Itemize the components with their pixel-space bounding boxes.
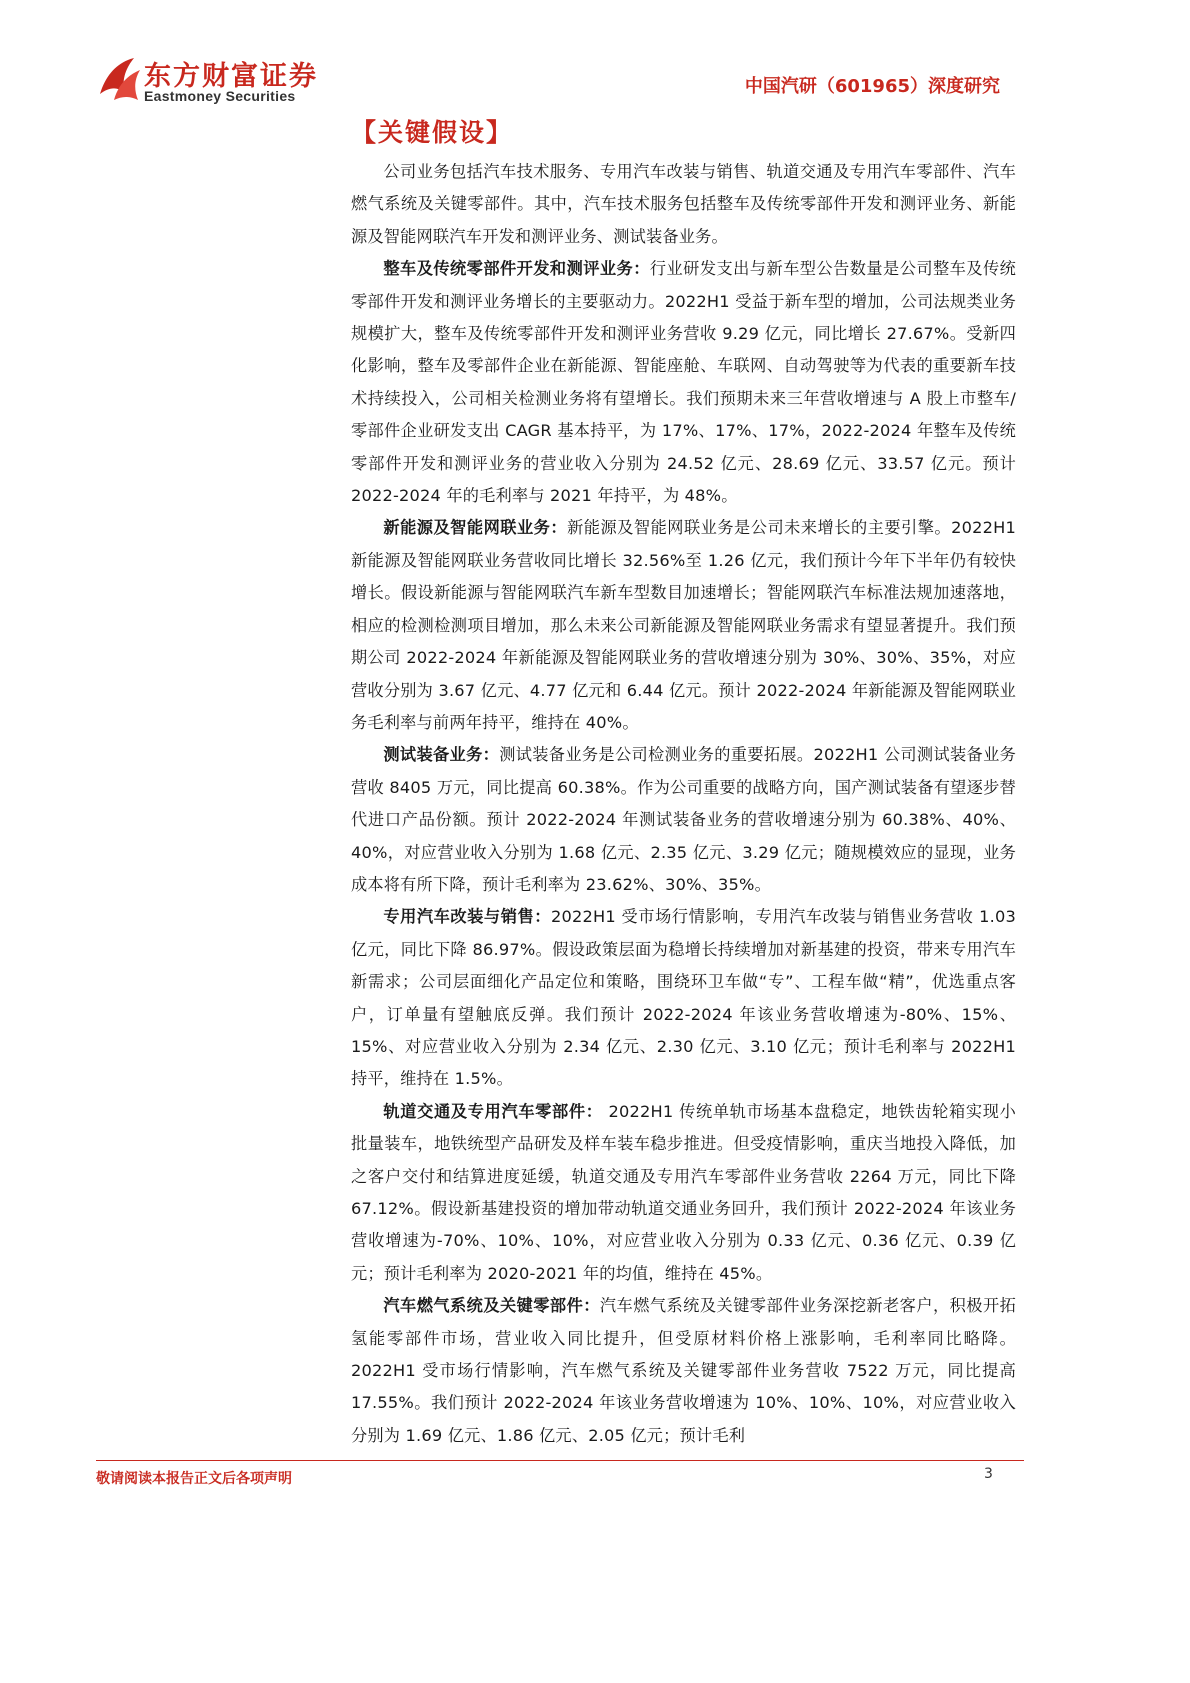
paragraph-text: 公司业务包括汽车技术服务、专用汽车改装与销售、轨道交通及专用汽车零部件、汽车燃气系统及关键零部件。其中，汽车技术服务包括整车及传统零部件开发和测评业务、新能源及智能网联汽车开发和测评业务、测试装备业务。: [351, 162, 1016, 246]
paragraph-overview: [351, 156, 1016, 253]
paragraph-lead: 轨道交通及专用汽车零部件：: [383, 1101, 603, 1121]
paragraph-text: 行业研发支出与新车型公告数量是公司整车及传统零部件开发和测评业务增长的主要驱动力。2022H1 受益于新车型的增加，公司法规类业务规模扩大，整车及传统零部件开发和测评业务营收 9.29 亿元，同比增长 27.67%。受新四化影响，整车及零部件企业在新能源、智能座舱、车联网、自动驾驶等为代表的重要新车技术持续投入，公司相关检测业务将有望增长。我们预期未来三年营收增速与 A 股上市整车/零部件企业研发支出 CAGR 基本持平，为 17%、17%、17%，2022-2024 年整车及传统零部件开发和测评业务的营业收入分别为 24.52 亿元、28.69 亿元、33.57 亿元。预计 2022-2024 年的毛利率与 2021 年持平，为 48%。: [351, 259, 1017, 506]
paragraph-gas-systems: [351, 1290, 1016, 1452]
report-body: [351, 156, 1016, 1452]
paragraph-text: 2022H1 传统单轨市场基本盘稳定，地铁齿轮箱实现小批量装车，地铁统型产品研发及样车装车稳步推进。但受疫情影响，重庆当地投入降低，加之客户交付和结算进度延缓，轨道交通及专用汽车零部件业务营收 2264 万元，同比下降 67.12%。假设新基建投资的增加带动轨道交通业务回升，我们预计 2022-2024 年该业务营收增速为-70%、10%、10%，对应营业收入分别为 0.33 亿元、0.36 亿元、0.39 亿元；预计毛利率为 2020-2021 年的均值，维持在 45%。: [351, 1101, 1016, 1283]
paragraph-lead: 整车及传统零部件开发和测评业务：: [383, 259, 650, 279]
paragraph-lead: 新能源及智能网联业务：: [383, 518, 568, 538]
paragraph-text: 测试装备业务是公司检测业务的重要拓展。2022H1 公司测试装备业务营收 8405 万元，同比提高 60.38%。作为公司重要的战略方向，国产测试装备有望逐步替代进口产品份额。预计 2022-2024 年测试装备业务的营收增速分别为 60.38%、40%、40%，对应营业收入分别为 1.68 亿元、2.35 亿元、3.29 亿元；随规模效应的显现，业务成本将有所下降，预计毛利率为 23.62%、30%、35%。: [351, 745, 1016, 894]
disclaimer-link[interactable]: 敬请阅读本报告正文后各项声明: [96, 1471, 292, 1487]
paragraph-text: 汽车燃气系统及关键零部件业务深挖新老客户，积极开拓氢能零部件市场，营业收入同比提升，但受原材料价格上涨影响，毛利率同比略降。2022H1 受市场行情影响，汽车燃气系统及关键零部件业务营收 7522 万元，同比提高 17.55%。我们预计 2022-2024 年该业务营收增速为 10%、10%、10%，对应营业收入分别为 1.69 亿元、1.86 亿元、2.05 亿元；预计毛利: [351, 1296, 1016, 1445]
logo-english-name: Eastmoney Securities: [144, 88, 296, 104]
logo-chinese-name: 东方财富证券: [144, 61, 318, 92]
paragraph-text: 2022H1 受市场行情影响，专用汽车改装与销售业务营收 1.03 亿元，同比下降 86.97%。假设政策层面为稳增长持续增加对新基建的投资，带来专用汽车新需求；公司层面细化产品定位和策略，围绕环卫车做“专”、工程车做“精”，优选重点客户，订单量有望触底反弹。我们预计 2022-2024 年该业务营收增速为-80%、15%、15%、对应营业收入分别为 2.34 亿元、2.30 亿元、3.10 亿元；预计毛利率与 2022H1 持平，维持在 1.5%。: [351, 907, 1016, 1089]
paragraph-special-vehicles: [351, 901, 1016, 1095]
paragraph-vehicle-testing: [351, 253, 1016, 512]
section-heading: 【关键假设】: [351, 118, 514, 147]
paragraph-test-equipment: [351, 739, 1016, 901]
report-title: 中国汽研（601965）深度研究: [744, 76, 1000, 97]
paragraph-lead: 汽车燃气系统及关键零部件：: [383, 1296, 600, 1316]
page-number: 3: [984, 1466, 993, 1482]
paragraph-new-energy: [351, 512, 1016, 739]
paragraph-lead: 专用汽车改装与销售：: [383, 907, 551, 927]
paragraph-lead: 测试装备业务：: [383, 745, 500, 765]
paragraph-text: 新能源及智能网联业务是公司未来增长的主要引擎。2022H1 新能源及智能网联业务营收同比增长 32.56%至 1.26 亿元，我们预计今年下半年仍有较快增长。假设新能源与智能网联汽车新车型数目加速增长；智能网联汽车标准法规加速落地，相应的检测检测项目增加，那么未来公司新能源及智能网联业务需求有望显著提升。我们预期公司 2022-2024 年新能源及智能网联业务的营收增速分别为 30%、30%、35%，对应营收分别为 3.67 亿元、4.77 亿元和 6.44 亿元。预计 2022-2024 年新能源及智能网联业务毛利率与前两年持平，维持在 40%。: [351, 518, 1017, 732]
footer-divider: [96, 1460, 1024, 1461]
paragraph-rail-transit: [351, 1096, 1016, 1290]
